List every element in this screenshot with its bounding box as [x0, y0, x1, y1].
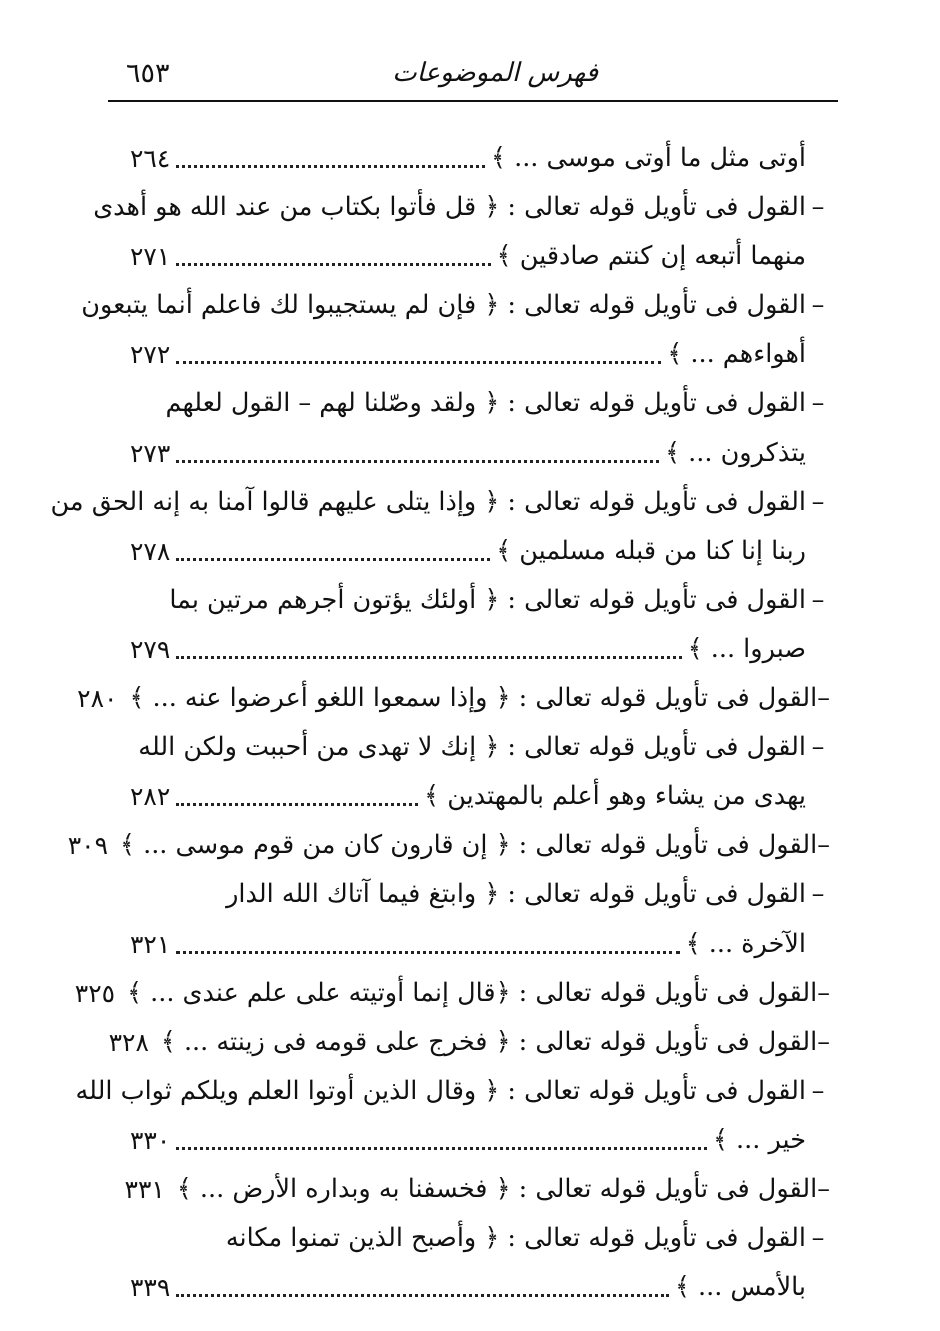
dot-leader	[176, 558, 490, 561]
toc-entry-text: القول فى تأويل قوله تعالى : ﴿ وابتغ فيما آتاك الله الدار	[226, 879, 806, 910]
toc-line	[130, 920, 830, 969]
entry-dash: –	[811, 584, 825, 615]
dot-leader	[176, 1147, 707, 1150]
toc-line	[50, 478, 830, 527]
entry-dash: –	[817, 1026, 830, 1057]
entry-dash: –	[811, 192, 825, 223]
toc-page-number: ٣٢٨	[108, 1027, 149, 1057]
toc-line	[74, 969, 830, 1018]
toc-line	[77, 674, 830, 723]
toc-line	[130, 1116, 830, 1165]
toc-line	[75, 1067, 830, 1116]
dot-leader	[176, 165, 485, 168]
toc-entry-text: منهما أتبعه إن كنتم صادقين ﴾	[496, 241, 806, 272]
toc-line	[130, 134, 830, 183]
entry-dash: –	[811, 486, 825, 517]
toc-entry-text: القول فى تأويل قوله تعالى : ﴿ ولقد وصّلنا لهم – القول لعلهم	[165, 388, 806, 419]
entry-dash: –	[811, 290, 825, 321]
toc-entry-text: القول فى تأويل قوله تعالى : ﴿ إنك لا تهدى من أحببت ولكن الله	[138, 732, 806, 763]
toc-line	[130, 772, 830, 821]
toc-entry-text: أهواءهم ... ﴾	[667, 339, 806, 370]
dot-leader	[176, 460, 659, 463]
running-title: فهرس الموضوعات	[392, 58, 598, 88]
toc-entry-text: بالأمس ... ﴾	[674, 1272, 806, 1303]
toc-entry-text: يتذكرون ... ﴾	[665, 437, 806, 468]
toc-line	[93, 183, 830, 232]
toc-entry-text: القول فى تأويل قوله تعالى : ﴿ أولئك يؤتون أجرهم مرتين بما	[169, 584, 806, 615]
table-of-contents	[50, 134, 830, 1312]
toc-line	[130, 870, 830, 919]
toc-entry-text: القول فى تأويل قوله تعالى : ﴿ وإذا سمعوا اللغو أعرضوا عنه ... ﴾	[129, 683, 818, 714]
toc-line	[124, 1165, 830, 1214]
entry-dash: –	[811, 1223, 825, 1254]
header-rule	[108, 100, 838, 102]
toc-entry-text: القول فى تأويل قوله تعالى : ﴿ فإن لم يستجيبوا لك فاعلم أنما يتبعون	[81, 290, 806, 321]
toc-entry-text: القول فى تأويل قوله تعالى : ﴿ وأصبح الذين تمنوا مكانه	[225, 1223, 806, 1254]
toc-line	[81, 281, 830, 330]
entry-dash: –	[811, 879, 825, 910]
dot-leader	[176, 951, 679, 954]
toc-page-number: ٣٣٩	[130, 1273, 171, 1303]
page-number: ٦٥٣	[126, 58, 170, 89]
toc-entry-text: صبروا ... ﴾	[687, 633, 806, 664]
entry-dash: –	[817, 830, 830, 861]
toc-page-number: ٣٢٥	[74, 978, 116, 1008]
toc-entry-text: القول فى تأويل قوله تعالى : ﴿ إن قارون كان من قوم موسى ... ﴾	[120, 830, 818, 861]
toc-entry-text: القول فى تأويل قوله تعالى : ﴿ قل فأتوا بكتاب من عند الله هو أهدى	[93, 192, 806, 223]
toc-page-number: ٢٧٣	[130, 438, 171, 468]
toc-line	[130, 1214, 830, 1263]
dot-leader	[176, 1294, 669, 1297]
toc-entry-text: يهدى من يشاء وهو أعلم بالمهتدين ﴾	[424, 781, 806, 812]
toc-page-number: ٣٠٩	[67, 831, 109, 861]
toc-line	[130, 1263, 830, 1312]
toc-page-number: ٣٣١	[124, 1174, 165, 1204]
toc-entry-text: أوتى مثل ما أوتى موسى ... ﴾	[491, 143, 806, 173]
toc-entry-text: القول فى تأويل قوله تعالى : ﴿قال إنما أوتيته على علم عندى ... ﴾	[127, 977, 818, 1008]
toc-line	[130, 527, 830, 576]
entry-dash: –	[811, 388, 825, 419]
toc-page-number: ٢٧٩	[130, 634, 171, 664]
toc-entry-text: القول فى تأويل قوله تعالى : ﴿ فخرج على قومه فى زينته ... ﴾	[160, 1026, 818, 1057]
toc-line	[130, 723, 830, 772]
entry-dash: –	[817, 977, 830, 1008]
toc-entry-text: ربنا إنا كنا من قبله مسلمين ﴾	[496, 535, 806, 566]
dot-leader	[176, 656, 681, 659]
toc-page-number: ٢٧١	[130, 242, 171, 272]
toc-entry-text: القول فى تأويل قوله تعالى : ﴿ فخسفنا به وبداره الأرض ... ﴾	[176, 1173, 818, 1204]
toc-line	[130, 330, 830, 379]
page-header	[108, 52, 838, 98]
entry-dash: –	[817, 683, 830, 714]
toc-entry-text: القول فى تأويل قوله تعالى : ﴿ وإذا يتلى عليهم قالوا آمنا به إنه الحق من	[50, 486, 806, 517]
toc-entry-text: خير ... ﴾	[713, 1124, 806, 1155]
toc-page-number: ٢٨٠	[77, 684, 118, 714]
toc-line	[108, 1018, 830, 1067]
entry-dash: –	[817, 1173, 830, 1204]
toc-entry-text: القول فى تأويل قوله تعالى : ﴿ وقال الذين أوتوا العلم ويلكم ثواب الله	[75, 1075, 806, 1106]
toc-entry-text: الآخرة ... ﴾	[685, 928, 806, 959]
entry-dash: –	[811, 732, 825, 763]
toc-page-number: ٣٣٠	[130, 1125, 171, 1155]
toc-page-number: ٢٨٢	[130, 782, 171, 812]
toc-page-number: ٣٢١	[130, 929, 171, 959]
toc-page-number: ٢٦٤	[130, 144, 171, 173]
dot-leader	[176, 263, 490, 266]
entry-dash: –	[811, 1075, 825, 1106]
toc-line	[130, 429, 830, 478]
toc-line	[130, 576, 830, 625]
toc-line	[130, 625, 830, 674]
dot-leader	[176, 803, 418, 806]
toc-page-number: ٢٧٨	[130, 536, 171, 566]
dot-leader	[176, 361, 661, 364]
toc-line	[130, 232, 830, 281]
toc-line	[130, 379, 830, 428]
toc-page-number: ٢٧٢	[130, 340, 171, 370]
toc-line	[67, 821, 830, 870]
